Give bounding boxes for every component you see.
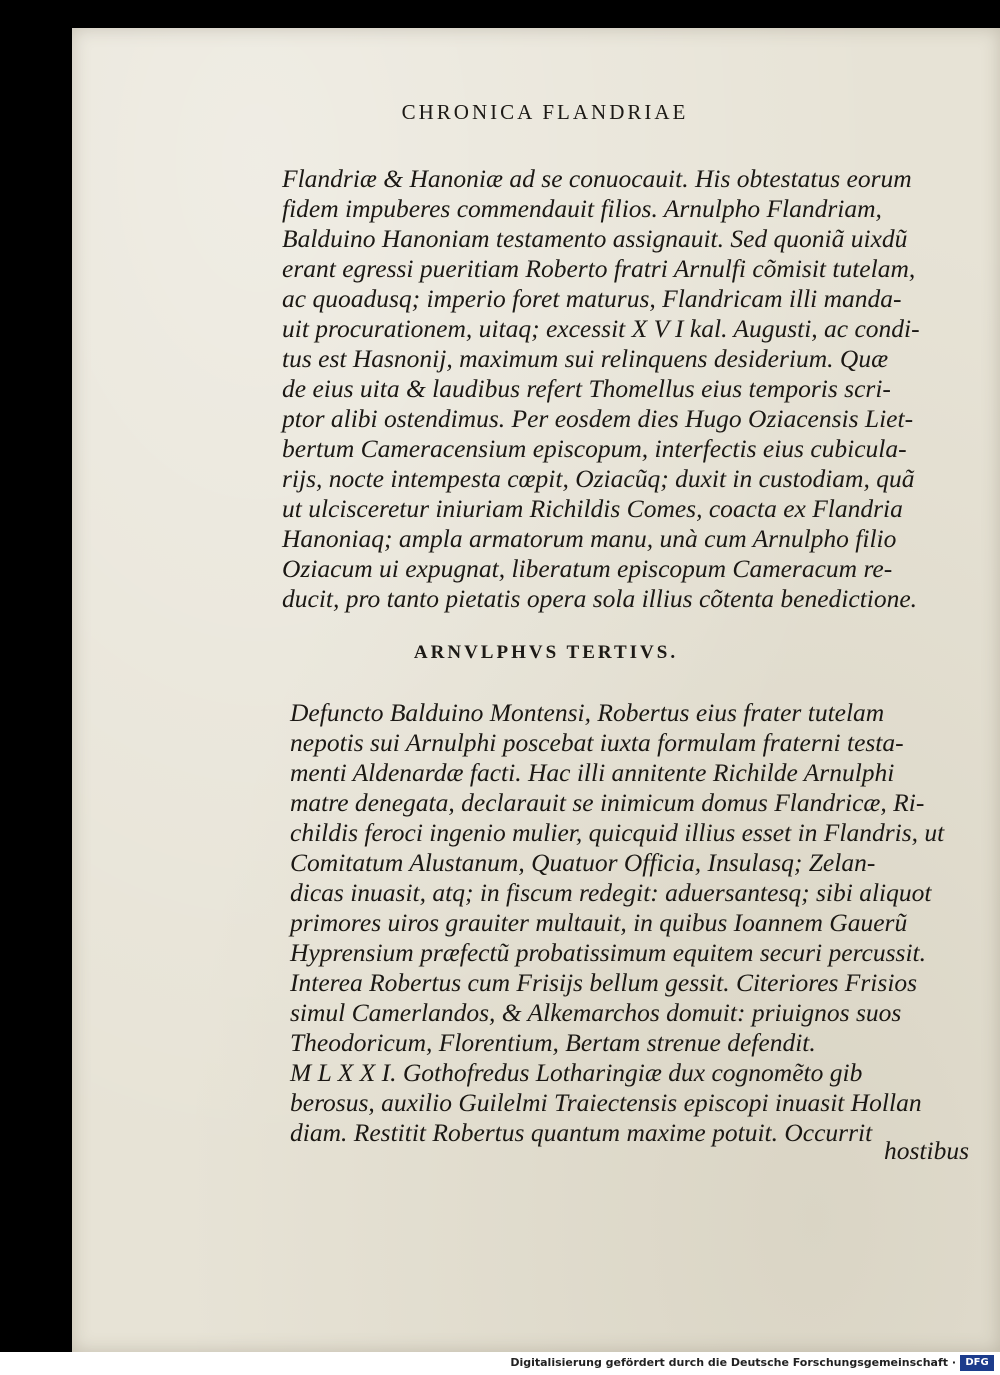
text-line: rijs, nocte intempesta cœpit, Oziacũq; duxit in custodiam, quã (282, 464, 915, 493)
text-line: ptor alibi ostendimus. Per eosdem dies Hugo Oziacensis Liet- (282, 404, 914, 433)
text-line: M L X X I. Gothofredus Lotharingiæ dux cognomẽto gib (290, 1058, 863, 1087)
text-line: primores uiros grauiter multauit, in quibus Ioannem Gauerũ (290, 908, 908, 937)
paragraph-2 (290, 698, 944, 1058)
text-line: dicas inuasit, atq; in fiscum redegit: aduersantesq; sibi aliquot (290, 878, 932, 907)
text-line: berosus, auxilio Guilelmi Traiectensis episcopi inuasit Hollan (290, 1088, 922, 1117)
text-line: ut ulcisceretur iniuriam Richildis Comes, coacta ex Flandria (282, 494, 903, 523)
text-line: bertum Cameracensium episcopum, interfectis eius cubicula- (282, 434, 907, 463)
text-line: ac quoadusq; imperio foret maturus, Flandricam illi manda- (282, 284, 902, 313)
text-line: nepotis sui Arnulphi poscebat iuxta formulam fraterni testa- (290, 728, 904, 757)
text-line: tus est Hasnonij, maximum sui relinquens desiderium. Quæ (282, 344, 889, 373)
catchword: hostibus (884, 1136, 970, 1165)
paragraph-1 (282, 164, 920, 614)
text-line: fidem impuberes commendauit filios. Arnulpho Flandriam, (282, 194, 882, 223)
text-line: erant egressi pueritiam Roberto fratri Arnulfi cõmisit tutelam, (282, 254, 916, 283)
paragraph-3 (290, 1058, 922, 1148)
text-line: menti Aldenardæ facti. Hac illi annitente Richilde Arnulphi (290, 758, 895, 787)
text-line: Interea Robertus cum Frisijs bellum gessit. Citeriores Frisios (290, 968, 918, 997)
text-line: Flandriæ & Hanoniæ ad se conuocauit. His obtestatus eorum (282, 164, 912, 193)
text-line: matre denegata, declarauit se inimicum domus Flandricæ, Ri- (290, 788, 925, 817)
text-line: simul Camerlandos, & Alkemarchos domuit: priuignos suos (290, 998, 902, 1027)
text-line: diam. Restitit Robertus quantum maxime potuit. Occurrit (290, 1118, 873, 1147)
text-line: de eius uita & laudibus refert Thomellus eius temporis scri- (282, 374, 891, 403)
text-line: uit procurationem, uitaq; excessit X V I kal. Augusti, ac condi- (282, 314, 920, 343)
text-line: Oziacum ui expugnat, liberatum episcopum Cameracum re- (282, 554, 893, 583)
text-line: Comitatum Alustanum, Quatuor Officia, Insulasq; Zelan- (290, 848, 876, 877)
text-line: Hanoniaq; ampla armatorum manu, unà cum Arnulpho filio (282, 524, 897, 553)
dfg-logo-icon: DFG (960, 1355, 994, 1371)
text-line: Hyprensium præfectũ probatissimum equitem securi percussit. (290, 938, 927, 967)
text-line: Balduino Hanoniam testamento assignauit. Sed quoniã uixdũ (282, 224, 908, 253)
running-head: CHRONICA FLANDRIAE (401, 100, 689, 124)
text-line: Theodoricum, Florentium, Bertam strenue defendit. (290, 1028, 816, 1057)
footer-bar (0, 1352, 1000, 1375)
text-line: ducit, pro tanto pietatis opera sola illius cõtenta benedictione. (282, 584, 918, 613)
text-line: Defuncto Balduino Montensi, Robertus eius frater tutelam (290, 698, 885, 727)
section-heading: ARNVLPHVS TERTIVS. (413, 642, 679, 663)
text-line: childis feroci ingenio mulier, quicquid illius esset in Flandris, ut (290, 818, 945, 847)
footer-credit: Digitalisierung gefördert durch die Deutsche Forschungsgemeinschaft · (510, 1356, 956, 1369)
